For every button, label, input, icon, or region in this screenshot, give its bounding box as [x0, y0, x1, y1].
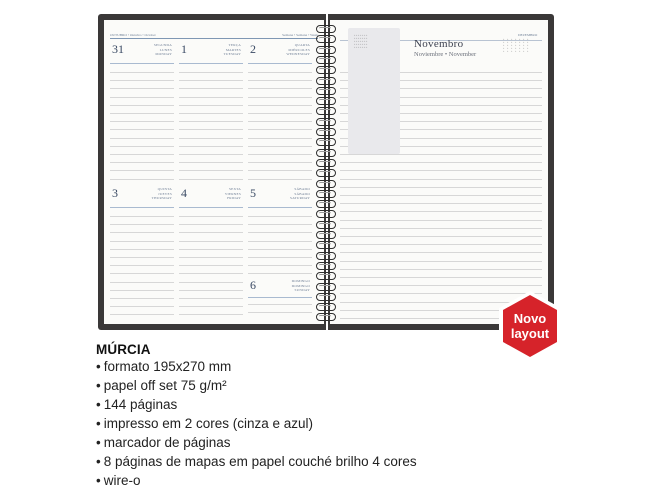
ruled-line [179, 224, 243, 225]
ruled-line [248, 241, 312, 242]
spiral-ring [312, 76, 340, 86]
writing-lines [179, 72, 243, 180]
ring-loop [316, 293, 336, 301]
spec-item: • 144 páginas [96, 395, 417, 414]
ruled-line [110, 97, 174, 98]
ruled-line [110, 216, 174, 217]
ruled-line [179, 113, 243, 114]
ruled-line [110, 129, 174, 130]
ring-loop [316, 180, 336, 188]
ruled-line [110, 80, 174, 81]
writing-lines [248, 72, 312, 180]
spiral-ring [312, 189, 340, 199]
ruled-line [110, 290, 174, 291]
day-rule [110, 63, 174, 64]
ring-loop [316, 128, 336, 136]
ruled-line [110, 241, 174, 242]
ruled-line [340, 228, 542, 229]
spiral-ring [312, 86, 340, 96]
ring-loop [316, 200, 336, 208]
day-block [110, 40, 174, 180]
ruled-line [248, 129, 312, 130]
ruled-line [340, 277, 542, 278]
spiral-ring [312, 137, 340, 147]
day-number: 1 [181, 42, 187, 56]
spiral-ring [312, 45, 340, 55]
ruled-line [248, 249, 312, 250]
ruled-line [248, 72, 312, 73]
spiral-ring [312, 148, 340, 158]
day-rule [179, 63, 243, 64]
ruled-line [248, 113, 312, 114]
mini-calendar-left: ▪▪▪▪▪▪▪ ▪▪▪▪▪▪▪ ▪▪▪▪▪▪▪ ▪▪▪▪▪▪▪ ▪▪▪▪▪▪▪ [354, 34, 369, 49]
ruled-line [248, 232, 312, 233]
ruled-line [179, 241, 243, 242]
spiral-ring [312, 302, 340, 312]
ring-loop [316, 35, 336, 43]
mini-calendar-title: DEZEMBRO [518, 33, 538, 37]
spiral-ring [312, 271, 340, 281]
writing-lines [248, 216, 312, 274]
ruled-line [179, 265, 243, 266]
ring-loop [316, 66, 336, 74]
ruled-line [110, 105, 174, 106]
spiral-ring [312, 168, 340, 178]
ruled-line [248, 88, 312, 89]
ruled-line [248, 146, 312, 147]
day-name: QUARTA MIÉRCOLES WEDNESDAY [286, 43, 310, 56]
ring-loop [316, 46, 336, 54]
ruled-line [179, 290, 243, 291]
ruled-line [179, 154, 243, 155]
ruled-line [179, 314, 243, 315]
ruled-line [248, 265, 312, 266]
product-name: MÚRCIA [96, 342, 151, 357]
spec-item: • impresso em 2 cores (cinza e azul) [96, 414, 417, 433]
ruled-line [248, 121, 312, 122]
ruled-line [340, 269, 542, 270]
day-rule [110, 207, 174, 208]
ring-loop [316, 252, 336, 260]
ruled-line [110, 249, 174, 250]
left-page [104, 20, 324, 324]
day-rule [179, 207, 243, 208]
day-block [110, 184, 174, 320]
ruled-line [110, 298, 174, 299]
ruled-line [179, 273, 243, 274]
ring-loop [316, 97, 336, 105]
ruled-line [248, 257, 312, 258]
ruled-line [110, 306, 174, 307]
ruled-line [110, 88, 174, 89]
badge-line-1: Novo [513, 311, 547, 326]
ruled-line [340, 252, 542, 253]
ruled-line [179, 232, 243, 233]
ring-loop [316, 210, 336, 218]
ruled-line [340, 179, 542, 180]
ring-loop [316, 272, 336, 280]
day-name: SEXTA VIERNES FRIDAY [224, 187, 241, 200]
ruled-line [340, 236, 542, 237]
day-number: 6 [250, 278, 256, 292]
writing-lines [110, 216, 174, 320]
ruled-line [248, 179, 312, 180]
ruled-line [340, 195, 542, 196]
spiral-ring [312, 220, 340, 230]
spiral-ring [312, 127, 340, 137]
spec-item: • papel off set 75 g/m² [96, 376, 417, 395]
ruled-line [248, 216, 312, 217]
ring-loop [316, 190, 336, 198]
ring-loop [316, 313, 336, 321]
ring-loop [316, 138, 336, 146]
ruled-line [110, 314, 174, 315]
ring-loop [316, 303, 336, 311]
spiral-ring [312, 96, 340, 106]
day-rule [248, 297, 312, 298]
ruled-line [110, 265, 174, 266]
day-number: 4 [181, 186, 187, 200]
ruled-line [248, 138, 312, 139]
new-layout-badge [495, 289, 565, 363]
writing-lines [248, 304, 312, 320]
ruled-line [179, 97, 243, 98]
ring-loop [316, 118, 336, 126]
spec-list [96, 357, 417, 490]
spiral-ring [312, 158, 340, 168]
badge-text [495, 311, 565, 341]
writing-lines [110, 72, 174, 180]
ruled-line [248, 80, 312, 81]
ruled-line [179, 105, 243, 106]
ruled-line [110, 162, 174, 163]
ruled-line [110, 121, 174, 122]
ring-loop [316, 87, 336, 95]
spiral-ring [312, 261, 340, 271]
ruled-line [248, 312, 312, 313]
ruled-line [248, 224, 312, 225]
ruled-line [179, 216, 243, 217]
ruled-line [110, 282, 174, 283]
ruled-line [110, 170, 174, 171]
ruled-line [340, 285, 542, 286]
ruled-line [110, 113, 174, 114]
ruled-line [110, 273, 174, 274]
spiral-ring [312, 199, 340, 209]
mini-calendar-right: ▪ ▪ ▪ ▪ ▪ ▪ ▪ ▪ ▪ ▪ ▪ ▪ ▪ ▪ ▪ ▪ ▪ ▪ ▪ ▪ ▪ ▪ ▪ ▪ ▪ ▪ ▪ ▪ ▪ ▪ ▪ ▪ ▪ ▪ ▪ [503, 38, 530, 53]
ruled-line [248, 97, 312, 98]
ruled-line [340, 261, 542, 262]
spiral-ring [312, 34, 340, 44]
spiral-ring [312, 282, 340, 292]
ruled-line [340, 203, 542, 204]
planner-image [98, 14, 554, 330]
ruled-line [248, 154, 312, 155]
ruled-line [110, 146, 174, 147]
ring-loop [316, 25, 336, 33]
ruled-line [179, 249, 243, 250]
day-name: TERÇA MARTES TUESDAY [223, 43, 241, 56]
ruled-line [340, 211, 542, 212]
day-number: 3 [112, 186, 118, 200]
spiral-ring [312, 24, 340, 34]
day-name: DOMINGO DOMINGO SUNDAY [291, 279, 310, 292]
ruled-line [179, 138, 243, 139]
ruled-line [110, 179, 174, 180]
ring-loop [316, 107, 336, 115]
day-block [179, 184, 243, 320]
spiral-ring [312, 179, 340, 189]
spiral-ring [312, 117, 340, 127]
month-title: Novembro [414, 38, 464, 50]
ruled-line [179, 80, 243, 81]
ruled-line [179, 146, 243, 147]
ruled-line [340, 162, 542, 163]
ruled-line [179, 72, 243, 73]
day-name: QUINTA JUEVES THURSDAY [151, 187, 172, 200]
day-block [248, 40, 312, 180]
spiral-ring [312, 240, 340, 250]
spec-item: • wire-o [96, 471, 417, 490]
header-rule [110, 38, 318, 39]
ruled-line [340, 220, 542, 221]
ruled-line [340, 170, 542, 171]
ruled-line [110, 232, 174, 233]
ruled-line [110, 257, 174, 258]
ring-loop [316, 241, 336, 249]
day-block [248, 184, 312, 274]
ring-loop [316, 169, 336, 177]
ruled-line [110, 72, 174, 73]
ruled-line [179, 88, 243, 89]
ruled-line [340, 244, 542, 245]
month-subtitle: Noviembre • November [414, 51, 477, 58]
spiral-ring [312, 65, 340, 75]
ruled-line [110, 154, 174, 155]
ruled-line [340, 187, 542, 188]
day-name: SÁBADO SÁBADO SATURDAY [290, 187, 310, 200]
day-block [248, 276, 312, 320]
writing-lines [179, 216, 243, 320]
day-number: 31 [112, 42, 124, 56]
ruled-line [179, 179, 243, 180]
ruled-line [179, 257, 243, 258]
ruled-line [179, 298, 243, 299]
day-number: 5 [250, 186, 256, 200]
spiral-ring [312, 55, 340, 65]
ruled-line [340, 154, 542, 155]
day-rule [248, 63, 312, 64]
day-block [179, 40, 243, 180]
page-header: OUTUBRO • Outubro • October [110, 33, 156, 37]
product-specs [96, 342, 417, 490]
ruled-line [179, 129, 243, 130]
page-header-right: Semana • Semana • Week [282, 33, 318, 37]
ring-loop [316, 221, 336, 229]
spiral-ring [312, 292, 340, 302]
ruled-line [248, 105, 312, 106]
ruled-line [110, 224, 174, 225]
ruled-line [248, 273, 312, 274]
spec-item: • marcador de páginas [96, 433, 417, 452]
ruled-line [179, 282, 243, 283]
ruled-line [248, 162, 312, 163]
ring-loop [316, 159, 336, 167]
ruled-line [179, 306, 243, 307]
ruled-line [248, 304, 312, 305]
spec-item: • formato 195x270 mm [96, 357, 417, 376]
day-number: 2 [250, 42, 256, 56]
spiral-ring [312, 230, 340, 240]
ruled-line [179, 162, 243, 163]
spiral-ring [312, 106, 340, 116]
ring-loop [316, 56, 336, 64]
day-name: SEGUNDA LUNES MONDAY [153, 43, 172, 56]
spiral-ring [312, 209, 340, 219]
ruled-line [179, 121, 243, 122]
ring-loop [316, 231, 336, 239]
ring-loop [316, 149, 336, 157]
ruled-line [110, 138, 174, 139]
ring-loop [316, 283, 336, 291]
ring-loop [316, 262, 336, 270]
spiral-ring [312, 312, 340, 322]
spec-item: • 8 páginas de mapas em papel couché brilho 4 cores [96, 452, 417, 471]
ruled-line [179, 170, 243, 171]
ring-loop [316, 77, 336, 85]
day-rule [248, 207, 312, 208]
spiral-ring [312, 251, 340, 261]
ruled-line [248, 170, 312, 171]
badge-line-2: layout [510, 326, 550, 341]
